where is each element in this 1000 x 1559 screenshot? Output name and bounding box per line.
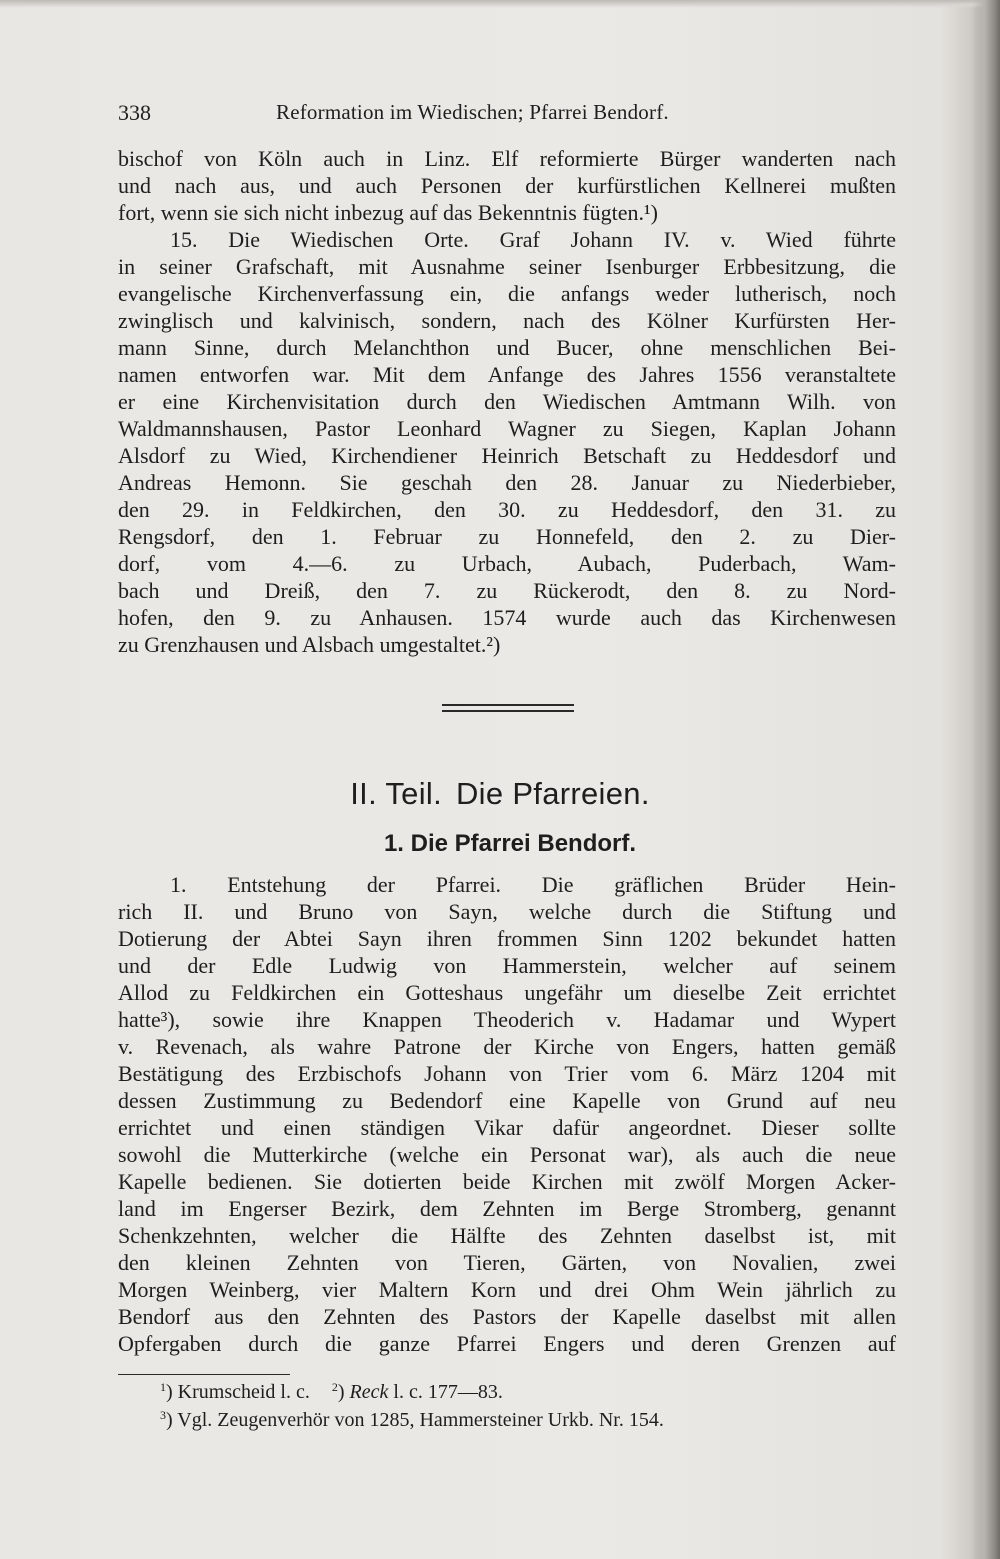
text-line: den 29. in Feldkirchen, den 30. zu Heddesdorf, den 31. zu xyxy=(118,497,896,522)
text-line: evangelische Kirchenverfassung ein, die anfangs weder lutherisch, noch xyxy=(118,281,896,306)
text-line: bischof von Köln auch in Linz. Elf reformierte Bürger wanderten nach xyxy=(118,146,896,171)
footnote-mark: 3 xyxy=(160,1408,166,1422)
running-header xyxy=(118,100,898,132)
top-text-block xyxy=(118,145,896,658)
footnote-mark: 1 xyxy=(160,1380,166,1394)
text-line: zwinglisch und kalvinisch, sondern, nach des Kölner Kurfürsten Her- xyxy=(118,308,896,333)
text-line: rich II. und Bruno von Sayn, welche durch die Stiftung und xyxy=(118,899,896,924)
paragraph-first-line: 1. Entstehung der Pfarrei. Die gräflichen Brüder Hein- xyxy=(170,872,896,897)
text-line: Waldmannshausen, Pastor Leonhard Wagner zu Siegen, Kaplan Johann xyxy=(118,416,896,441)
footnote-2-text: l. c. 177—83. xyxy=(388,1381,503,1403)
text-line: und der Edle Ludwig von Hammerstein, welcher auf seinem xyxy=(118,953,896,978)
text-line: land im Engerser Bezirk, dem Zehnten im Berge Stromberg, genannt xyxy=(118,1196,896,1221)
footnote-1-2: $^1$) Krumscheid l. c. $^2$) Reck l. c. 177—83. xyxy=(160,1380,503,1403)
text-line: v. Revenach, als wahre Patrone der Kirche von Engers, hatten gemäß xyxy=(118,1034,896,1059)
text-line: errichtet und einen ständigen Vikar dafür angeordnet. Dieser sollte xyxy=(118,1115,896,1140)
text-line: hofen, den 9. zu Anhausen. 1574 wurde auch das Kirchenwesen xyxy=(118,605,896,630)
footnote-1-text: ) Krumscheid l. c. xyxy=(166,1381,310,1403)
divider-rule xyxy=(442,704,574,706)
page-top-edge xyxy=(0,0,1000,8)
text-line: Allod zu Feldkirchen ein Gotteshaus ungefähr um dieselbe Zeit errichtet xyxy=(118,980,896,1005)
text-line: Alsdorf zu Wied, Kirchendiener Heinrich Betschaft zu Heddesdorf und xyxy=(118,443,896,468)
footnote-mark: 2 xyxy=(331,1380,338,1394)
section-divider xyxy=(442,704,574,716)
text-line: Kapelle bedienen. Sie dotierten beide Kirchen mit zwölf Morgen Acker- xyxy=(118,1169,896,1194)
text-line: den kleinen Zehnten von Tieren, Gärten, von Novalien, zwei xyxy=(118,1250,896,1275)
part-heading xyxy=(0,776,1000,812)
text-line: Bestätigung des Erzbischofs Johann von Trier vom 6. März 1204 mit xyxy=(118,1061,896,1086)
text-line: Bendorf aus den Zehnten des Pastors der Kapelle daselbst mit allen xyxy=(118,1304,896,1329)
text-line: Andreas Hemonn. Sie geschah den 28. Januar zu Niederbieber, xyxy=(118,470,896,495)
text-line: er eine Kirchenvisitation durch den Wiedischen Amtmann Wilh. von xyxy=(118,389,896,414)
footnote-rule xyxy=(118,1374,290,1375)
running-title: Reformation im Wiedischen; Pfarrei Bendorf. xyxy=(276,100,669,124)
text-line: in seiner Grafschaft, mit Ausnahme seiner Isenburger Erbbesitzung, die xyxy=(118,254,896,279)
section-15-heading-line: 15. Die Wiedischen Orte. Graf Johann IV. v. Wied führte xyxy=(170,227,896,252)
text-line: zu Grenzhausen und Alsbach umgestaltet.²) xyxy=(118,632,501,657)
text-line: hatte³), sowie ihre Knappen Theoderich v. Hadamar und Wypert xyxy=(118,1007,896,1032)
divider-rule xyxy=(442,710,574,712)
text-line: Opfergaben durch die ganze Pfarrei Engers und deren Grenzen auf xyxy=(118,1331,896,1356)
section-heading: 1. Die Pfarrei Bendorf. xyxy=(383,830,637,857)
footnote-3 xyxy=(160,1406,900,1434)
text-line: mann Sinne, durch Melanchthon und Bucer, ohne menschlichen Bei- xyxy=(118,335,896,360)
text-line: dorf, vom 4.—6. zu Urbach, Aubach, Puderbach, Wam- xyxy=(118,551,896,576)
text-line: und nach aus, und auch Personen der kurfürstlichen Kellnerei mußten xyxy=(118,173,896,198)
text-line: fort, wenn sie sich nicht inbezug auf das Bekenntnis fügten.¹) xyxy=(118,200,658,225)
text-line: Schenkzehnten, welcher die Hälfte des Zehnten daselbst ist, mit xyxy=(118,1223,896,1248)
text-line: Dotierung der Abtei Sayn ihren frommen Sinn 1202 bekundet hatten xyxy=(118,926,896,951)
part-title: Die Pfarreien. xyxy=(456,776,650,811)
text-line: Rengsdorf, den 1. Februar zu Honnefeld, den 2. zu Dier- xyxy=(118,524,896,549)
footnotes xyxy=(160,1378,900,1434)
text-line: dessen Zustimmung zu Bedendorf eine Kapelle von Grund auf neu xyxy=(118,1088,896,1113)
footnote-2-author: Reck xyxy=(349,1381,389,1403)
text-line: sowohl die Mutterkirche (welche ein Personat war), als auch die neue xyxy=(118,1142,896,1167)
footnote-3-text: ) Vgl. Zeugenverhör von 1285, Hammersteiner Urkb. Nr. 154. xyxy=(166,1409,664,1431)
text-line: Morgen Weinberg, vier Maltern Korn und drei Ohm Wein jährlich zu xyxy=(118,1277,896,1302)
bottom-text-block xyxy=(118,871,896,1357)
text-line: namen entworfen war. Mit dem Anfange des Jahres 1556 veranstaltete xyxy=(118,362,896,387)
text-line: bach und Dreiß, den 7. zu Rückerodt, den 8. zu Nord- xyxy=(118,578,896,603)
part-label: II. Teil. xyxy=(350,776,442,811)
page-number: 338 xyxy=(118,100,151,125)
